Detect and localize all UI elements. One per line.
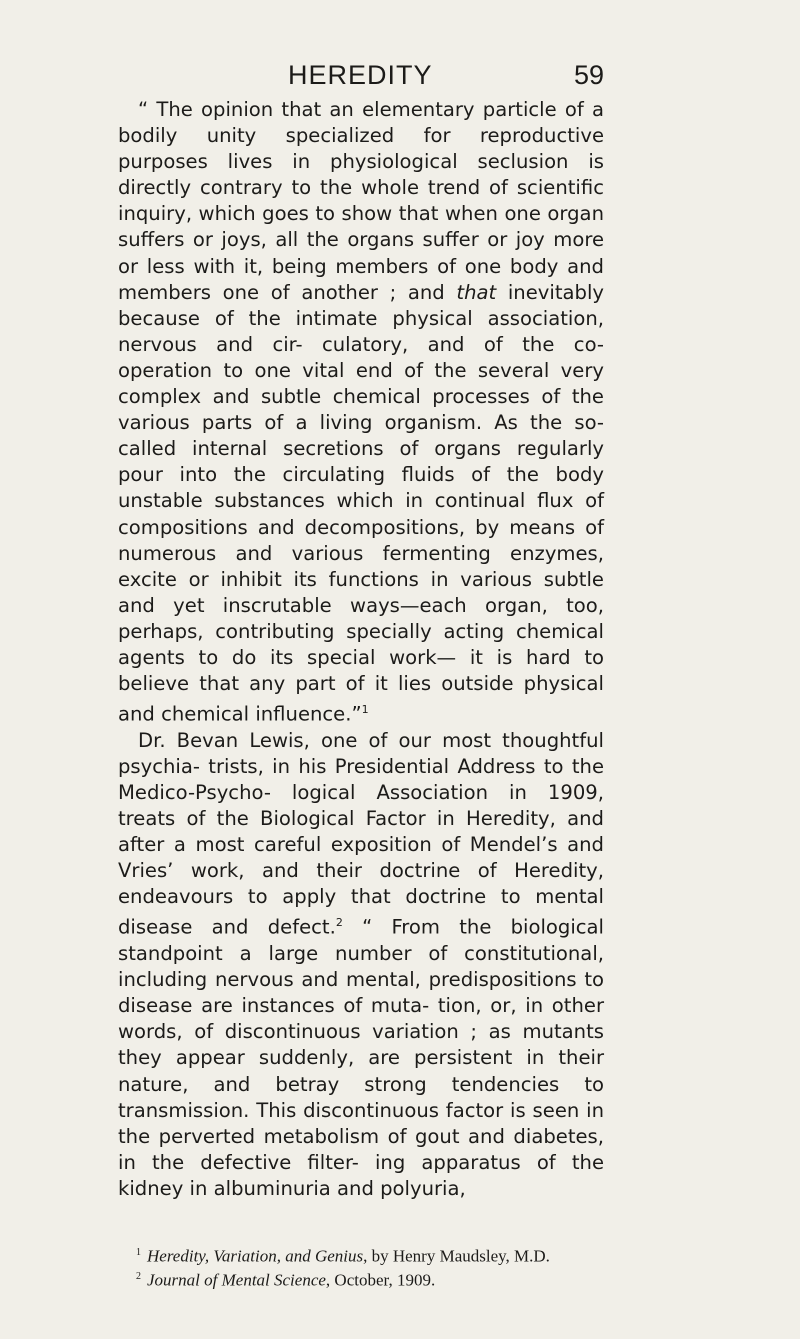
footnote-text: , October, 1909. <box>325 1270 436 1290</box>
footnote-text: , by Henry Maudsley, M.D. <box>363 1246 550 1266</box>
paragraph-quote <box>118 97 604 728</box>
footnote-marker: 2 <box>136 1270 141 1282</box>
text-run: Dr. Bevan Lewis, one of our most thoughtful psychia- trists, in his Presidential Address to the Medico-Psycho- logical Association in 1909, treats of the Biological Factor in Heredity, and after a most careful exposition of Mendel’s and Vries’ work, and their doctrine of Heredity, endeavours to apply that doctrine to mental disease and defect. <box>118 728 604 939</box>
footnote-title: Journal of Mental Science <box>147 1270 326 1290</box>
text-run: “ The opinion that an elementary particle of a bodily unity specialized for reproductive purposes lives in physiological seclusion is directly contrary to the whole trend of scientific inquiry, which goes to show that when one organ suffers or joys, all the organs suffer or joy more or less with it, being members of one body and members one of another ; and <box>118 98 604 304</box>
footnote-title: Heredity, Variation, and Genius <box>147 1246 364 1266</box>
paragraph-bevan-lewis <box>118 728 604 1202</box>
text-run: inevitably because of the intimate physical association, nervous and cir- culatory, and of the co-operation to one vital end of the several very complex and subtle chemical processes of the various parts of a living organism. As the so-called internal secretions of organs regularly pour into the circulating fluids of the body unstable substances which in continual flux of compositions and decompositions, by means of numerous and various fermenting enzymes, excite or inhibit its functions in various subtle and yet inscrutable ways—each organ, too, perhaps, contributing specially acting chemical agents to do its special work— it is hard to believe that any part of it lies outside physical and chemical influence.” <box>118 280 604 726</box>
running-title: HEREDITY <box>288 60 433 90</box>
body-text <box>118 97 604 1202</box>
text-run: “ From the biological standpoint a large number of constitutional, including nervous and mental, predispositions to disease are instances of muta- tion, or, in other words, of discontinuous variation ; as mutants they appear suddenly, are persistent in their nature, and betray strong tendencies to transmission. This discontinuous factor is seen in the perverted metabolism of gout and diabetes, in the defective filter- ing apparatus of the kidney in albuminuria and polyuria, <box>118 915 604 1200</box>
page-header <box>118 60 604 100</box>
page-number: 59 <box>573 60 604 90</box>
footnotes <box>118 1243 604 1290</box>
footnote-ref-2: 2 <box>335 916 343 930</box>
footnote-ref-1: 1 <box>361 703 369 717</box>
footnote-marker: 1 <box>136 1247 141 1258</box>
footnote-1 <box>118 1243 604 1267</box>
footnote-2 <box>118 1267 604 1291</box>
text-run-italic: that <box>456 280 497 304</box>
